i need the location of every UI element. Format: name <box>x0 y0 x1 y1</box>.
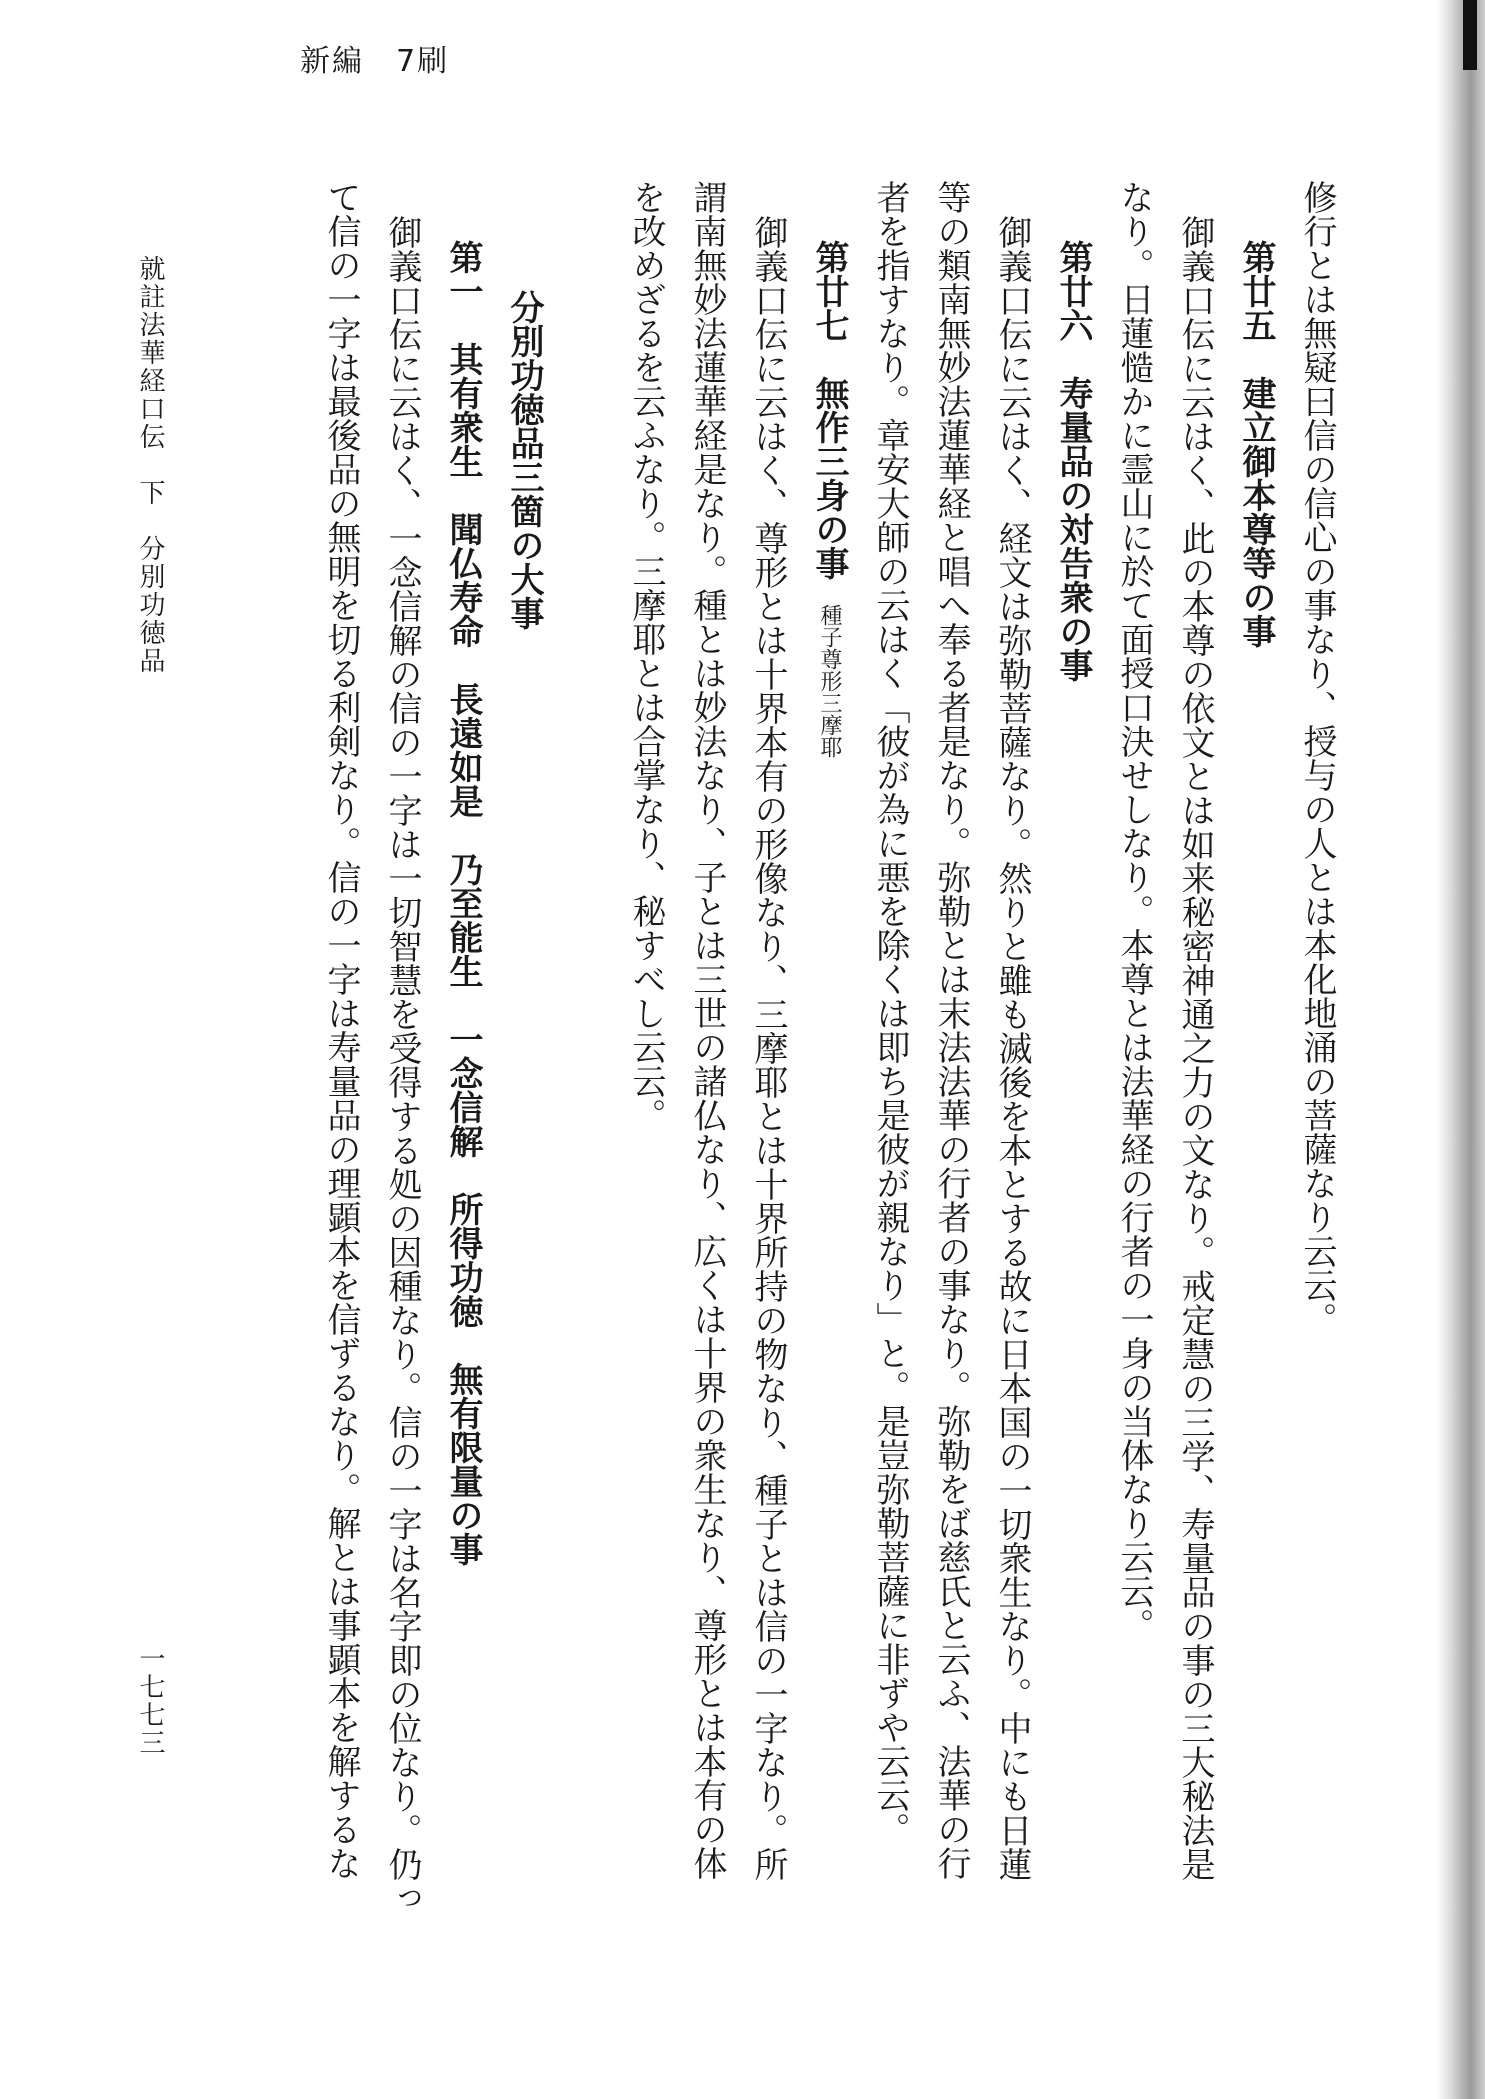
column-text: 御義口伝に云はく、此の本尊の依文とは如来秘密神通之力の文なり。戒定慧の三学、寿量品の事の三大秘法是 <box>1175 215 1215 1881</box>
column-text: て信の一字は最後品の無明を切る利剣なり。信の一字は寿量品の理顕本を信ずるなり。解とは事顕本を解するな <box>321 180 361 1880</box>
column-text: 等の類南無妙法蓮華経と唱へ奉る者是なり。弥勒とは末法法華の行者の事なり。弥勒をば慈氏と云ふ、法華の行 <box>931 180 971 1880</box>
column-text: 御義口伝に云はく、一念信解の信の一字は一切智慧を受得する処の因種なり。信の一字は名字即の位なり。仍っ <box>382 215 422 1915</box>
text-column <box>624 180 668 1132</box>
print-header: 新編 7刷 <box>300 44 450 79</box>
text-column <box>319 180 363 1880</box>
page-number: 一七七三 <box>135 1645 165 1757</box>
text-column <box>929 180 973 1880</box>
column-text: 御義口伝に云はく、尊形とは十界本有の形像なり、三摩耶とは十界所持の物なり、種子とは信の一字なり。所 <box>748 215 788 1881</box>
column-text: 者を指すなり。章安大師の云はく「彼が為に悪を除くは即ち是彼が親なり」と。是豈弥勒菩薩に非ずや云云。 <box>870 180 910 1846</box>
section-heading <box>441 240 485 1566</box>
heading-note: 種子尊形三摩耶 <box>817 604 842 758</box>
text-column <box>990 215 1034 1881</box>
text-column <box>746 215 790 1881</box>
column-text: 第廿七 無作三身の事 <box>809 240 849 580</box>
text-column <box>1112 180 1156 1642</box>
section-heading <box>807 240 851 758</box>
column-text: 謂南無妙法蓮華経是なり。種とは妙法なり、子とは三世の諸仏なり、広くは十界の衆生なり、尊形とは本有の体 <box>687 180 727 1880</box>
text-column <box>868 180 912 1846</box>
footer-title: 就註法華経口伝 下 分別功徳品 <box>135 255 165 675</box>
column-text: なり。日蓮慥かに霊山に於て面授口決せしなり。本尊とは法華経の行者の一身の当体なり云云。 <box>1114 180 1154 1642</box>
section-title <box>502 290 546 630</box>
column-text: 第廿六 寿量品の対告衆の事 <box>1053 240 1093 682</box>
section-heading <box>1234 240 1278 648</box>
column-text: 修行とは無疑曰信の信心の事なり、授与の人とは本化地涌の菩薩なり云云。 <box>1297 180 1337 1336</box>
text-column <box>1295 180 1339 1336</box>
page-edge-mark <box>1463 0 1477 70</box>
column-text: を改めざるを云ふなり。三摩耶とは合掌なり、秘すべし云云。 <box>626 180 666 1132</box>
text-column <box>380 215 424 1915</box>
page-edge-shadow <box>1437 0 1485 2099</box>
column-text: 御義口伝に云はく、経文は弥勒菩薩なり。然りと雖も滅後を本とする故に日本国の一切衆生なり。中にも日蓮 <box>992 215 1032 1881</box>
column-text: 分別功徳品三箇の大事 <box>504 290 544 630</box>
column-text: 第一 其有衆生 聞仏寿命 長遠如是 乃至能生 一念信解 所得功徳 無有限量の事 <box>443 240 483 1566</box>
column-text: 第廿五 建立御本尊等の事 <box>1236 240 1276 648</box>
text-column <box>1173 215 1217 1881</box>
text-column <box>685 180 729 1880</box>
section-heading <box>1051 240 1095 682</box>
